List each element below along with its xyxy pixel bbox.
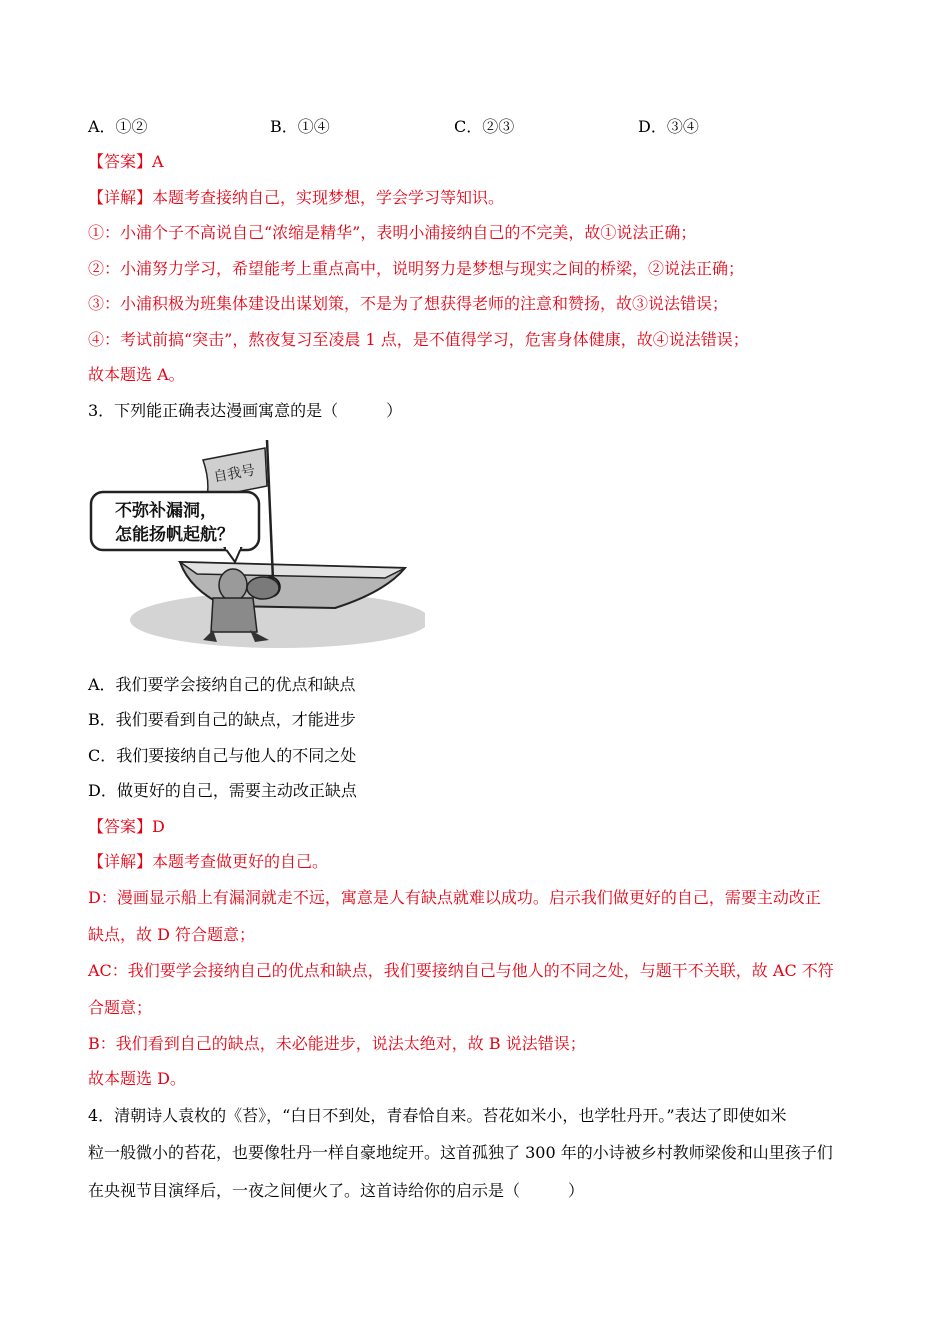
q2-detail-4: ④：考试前搞“突击”，熬夜复习至凌晨 1 点，是不值得学习，危害身体健康，故④说法错误；: [88, 330, 749, 349]
q2-option-a: A．①②: [88, 117, 148, 136]
q3-option-b: B．我们要看到自己的缺点，才能进步: [88, 710, 356, 729]
q2-option-b: B．①④: [270, 117, 330, 136]
q3-option-a: A．我们要学会接纳自己的优点和缺点: [88, 675, 356, 694]
speech-line-2: 怎能扬帆起航？: [115, 525, 234, 545]
q3-option-c: C．我们要接纳自己与他人的不同之处: [88, 746, 357, 765]
mast: [267, 440, 273, 580]
person-head: [219, 569, 247, 601]
cartoon-illustration: [85, 440, 425, 660]
q3-conclusion: 故本题选 D。: [88, 1069, 186, 1088]
q2-detail-3: ③：小浦积极为班集体建设出谋划策，不是为了想获得老师的注意和赞扬，故③说法错误；: [88, 294, 729, 313]
speech-tail: [225, 548, 241, 562]
q2-answer: 【答案】A: [88, 152, 164, 171]
q4-stem-line3: 在央视节目演绎后，一夜之间便火了。这首诗给你的启示是（ ）: [88, 1181, 585, 1200]
q3-detail-ac-line1: AC：我们要学会接纳自己的优点和缺点，我们要接纳自己与他人的不同之处，与题干不关联，故 AC 不符: [88, 961, 834, 980]
q2-option-c: C．②③: [454, 117, 515, 136]
q2-detail-intro: 【详解】本题考查接纳自己，实现梦想，学会学习等知识。: [88, 188, 505, 207]
q2-detail-1: ①：小浦个子不高说自己“浓缩是精华”，表明小浦接纳自己的不完美，故①说法正确；: [88, 223, 697, 242]
q3-detail-d-line2: 缺点，故 D 符合题意；: [88, 925, 256, 944]
q3-stem: 3．下列能正确表达漫画寓意的是（ ）: [88, 401, 403, 420]
flag-text: 自我号: [212, 462, 257, 486]
speech-line-1: 不弥补漏洞，: [115, 501, 217, 521]
q3-answer: 【答案】D: [88, 817, 165, 836]
person-body: [211, 598, 257, 632]
q3-detail-b: B：我们看到自己的缺点，未必能进步，说法太绝对，故 B 说法错误；: [88, 1034, 586, 1053]
q3-detail-d-line1: D：漫画显示船上有漏洞就走不远，寓意是人有缺点就难以成功。启示我们做更好的自己，需要主动改正: [88, 888, 821, 907]
q3-detail-ac-line2: 合题意；: [88, 998, 153, 1017]
q4-stem-line2: 粒一般微小的苔花，也要像牡丹一样自豪地绽开。这首孤独了 300 年的小诗被乡村教师梁俊和山里孩子们: [88, 1143, 833, 1162]
q3-option-d: D．做更好的自己，需要主动改正缺点: [88, 781, 357, 800]
patch-bundle: [247, 577, 279, 599]
q3-detail-intro: 【详解】本题考查做更好的自己。: [88, 852, 329, 871]
q2-conclusion: 故本题选 A。: [88, 365, 185, 384]
q2-detail-2: ②：小浦努力学习，希望能考上重点高中，说明努力是梦想与现实之间的桥梁，②说法正确；: [88, 259, 745, 278]
q4-stem-line1: 4．清朝诗人袁枚的《苔》，“白日不到处，青春恰自来。苔花如米小，也学牡丹开。”表达了即使如米: [88, 1106, 787, 1125]
q2-option-d: D．③④: [638, 117, 699, 136]
